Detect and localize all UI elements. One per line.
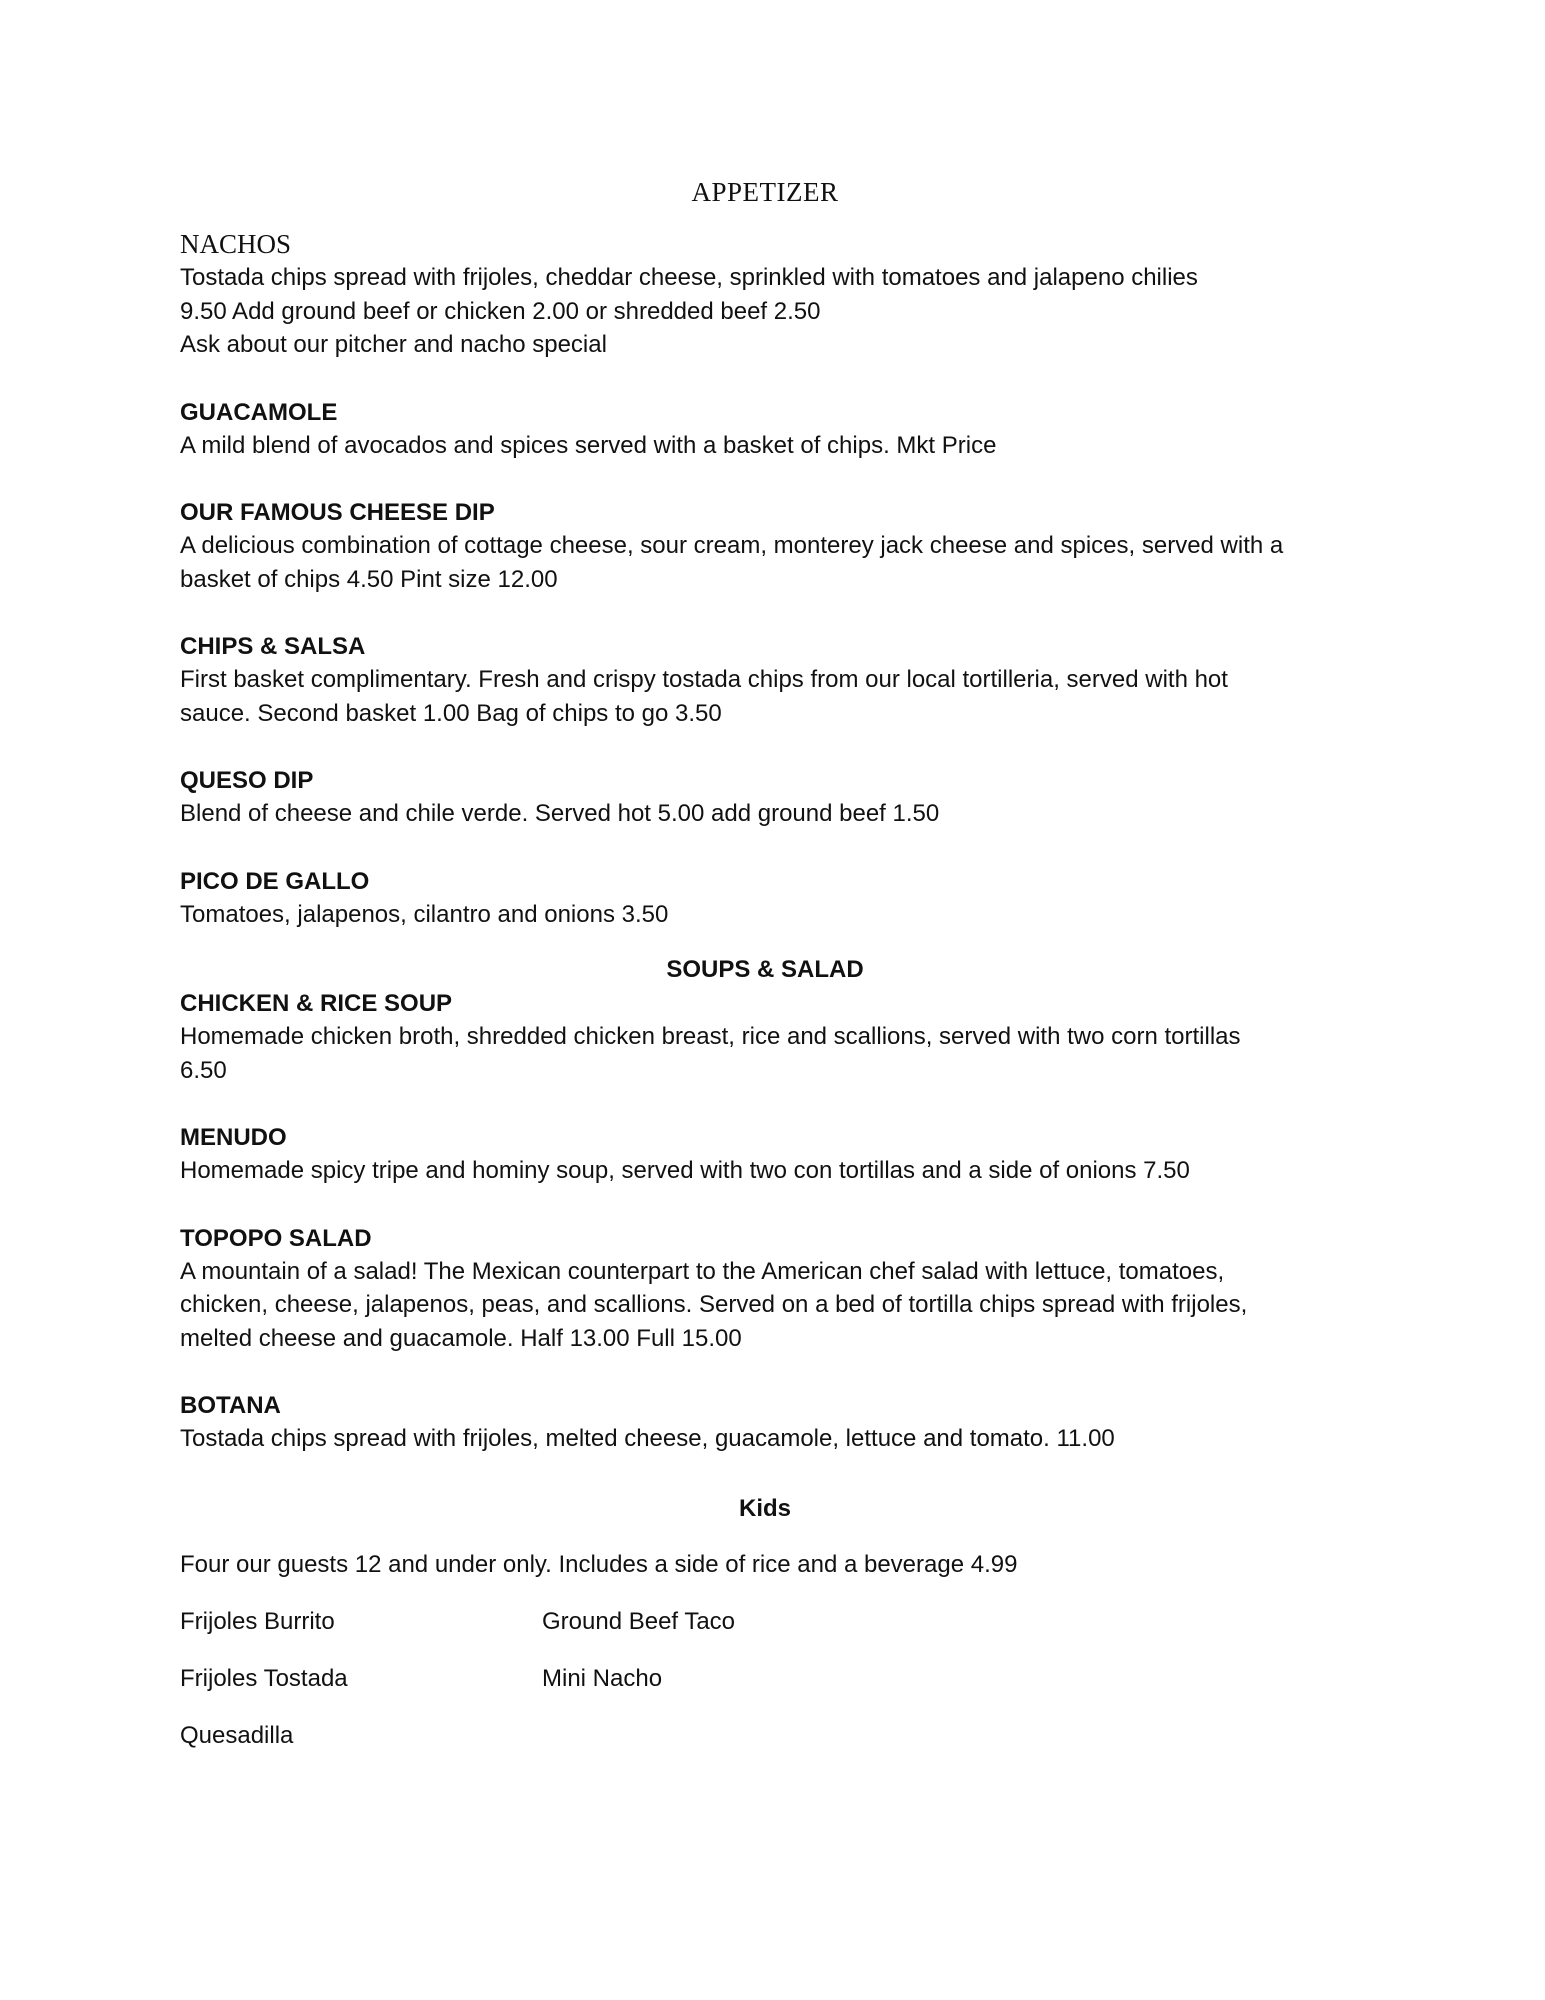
item-name: PICO DE GALLO (180, 867, 370, 895)
item-description (180, 797, 1380, 831)
description-line: Tomatoes, jalapenos, cilantro and onions 3.50 (180, 900, 669, 928)
menu-item-topopo-salad (180, 1222, 1380, 1356)
item-name: NACHOS (180, 229, 292, 259)
kids-intro: Four our guests 12 and under only. Includes a side of rice and a beverage 4.99 (180, 1550, 1018, 1578)
menu-item-pico-de-gallo (180, 865, 1380, 932)
item-description (180, 1255, 1380, 1356)
kids-option: Quesadilla (180, 1721, 294, 1749)
description-line: 6.50 (180, 1056, 227, 1084)
menu-item-botana (180, 1389, 1380, 1456)
kids-option: Ground Beef Taco (542, 1607, 736, 1635)
description-line: 9.50 Add ground beef or chicken 2.00 or shredded beef 2.50 (180, 297, 821, 325)
item-name: BOTANA (180, 1392, 281, 1419)
menu-item-nachos (180, 227, 1380, 362)
appetizer-heading: APPETIZER (691, 177, 839, 207)
item-name: CHICKEN & RICE SOUP (180, 990, 453, 1017)
description-line: Tostada chips spread with frijoles, cheddar cheese, sprinkled with tomatoes and jalapeno chilies (180, 264, 1198, 291)
description-line: Blend of cheese and chile verde. Served hot 5.00 add ground beef 1.50 (180, 800, 940, 827)
description-line: A mild blend of avocados and spices served with a basket of chips. Mkt Price (180, 431, 997, 459)
kids-option: Mini Nacho (542, 1664, 663, 1692)
description-line: A delicious combination of cottage cheese, sour cream, monterey jack cheese and spices, served with a (180, 532, 1284, 559)
item-description (180, 429, 1380, 463)
kids-heading: Kids (738, 1494, 791, 1522)
item-description (180, 1422, 1380, 1456)
description-line: chicken, cheese, jalapenos, peas, and scallions. Served on a bed of tortilla chips spread with frijoles, (180, 1291, 1248, 1318)
description-line: basket of chips 4.50 Pint size 12.00 (180, 565, 558, 593)
menu-item-chips-salsa (180, 630, 1380, 730)
description-line: A mountain of a salad! The Mexican counterpart to the American chef salad with lettuce, tomatoes, (180, 1257, 1225, 1285)
description-line: Homemade chicken broth, shredded chicken breast, rice and scallions, served with two corn tortillas (180, 1023, 1241, 1050)
kids-option: Frijoles Tostada (180, 1664, 348, 1692)
menu-item-cheese-dip (180, 496, 1380, 596)
menu-item-chicken-rice-soup (180, 987, 1380, 1087)
item-name: CHIPS & SALSA (180, 633, 366, 660)
description-line: Tostada chips spread with frijoles, melted cheese, guacamole, lettuce and tomato. 11.00 (180, 1425, 1115, 1452)
kids-options (180, 1605, 1380, 1752)
menu-item-menudo (180, 1121, 1380, 1188)
description-line: melted cheese and guacamole. Half 13.00 Full 15.00 (180, 1324, 742, 1352)
item-description (180, 663, 1380, 730)
description-line: First basket complimentary. Fresh and crispy tostada chips from our local tortilleria, served with hot (180, 666, 1228, 693)
item-description (180, 529, 1380, 596)
menu-item-queso-dip (180, 764, 1380, 831)
item-name: GUACAMOLE (180, 398, 338, 426)
menu-content (180, 175, 1380, 1752)
description-line: sauce. Second basket 1.00 Bag of chips to go 3.50 (180, 699, 722, 727)
description-line: Ask about our pitcher and nacho special (180, 331, 607, 358)
item-description (180, 261, 1380, 362)
menu-item-guacamole (180, 396, 1380, 463)
soups-salad-heading: SOUPS & SALAD (666, 956, 864, 983)
item-description (180, 1020, 1380, 1087)
description-line: Homemade spicy tripe and hominy soup, served with two con tortillas and a side of onions 7.50 (180, 1157, 1190, 1184)
item-name: QUESO DIP (180, 767, 314, 794)
item-name: TOPOPO SALAD (180, 1224, 372, 1252)
item-description (180, 1154, 1380, 1188)
item-description (180, 898, 1380, 932)
item-name: OUR FAMOUS CHEESE DIP (180, 499, 495, 526)
kids-option: Frijoles Burrito (180, 1607, 335, 1635)
item-name: MENUDO (180, 1124, 287, 1151)
